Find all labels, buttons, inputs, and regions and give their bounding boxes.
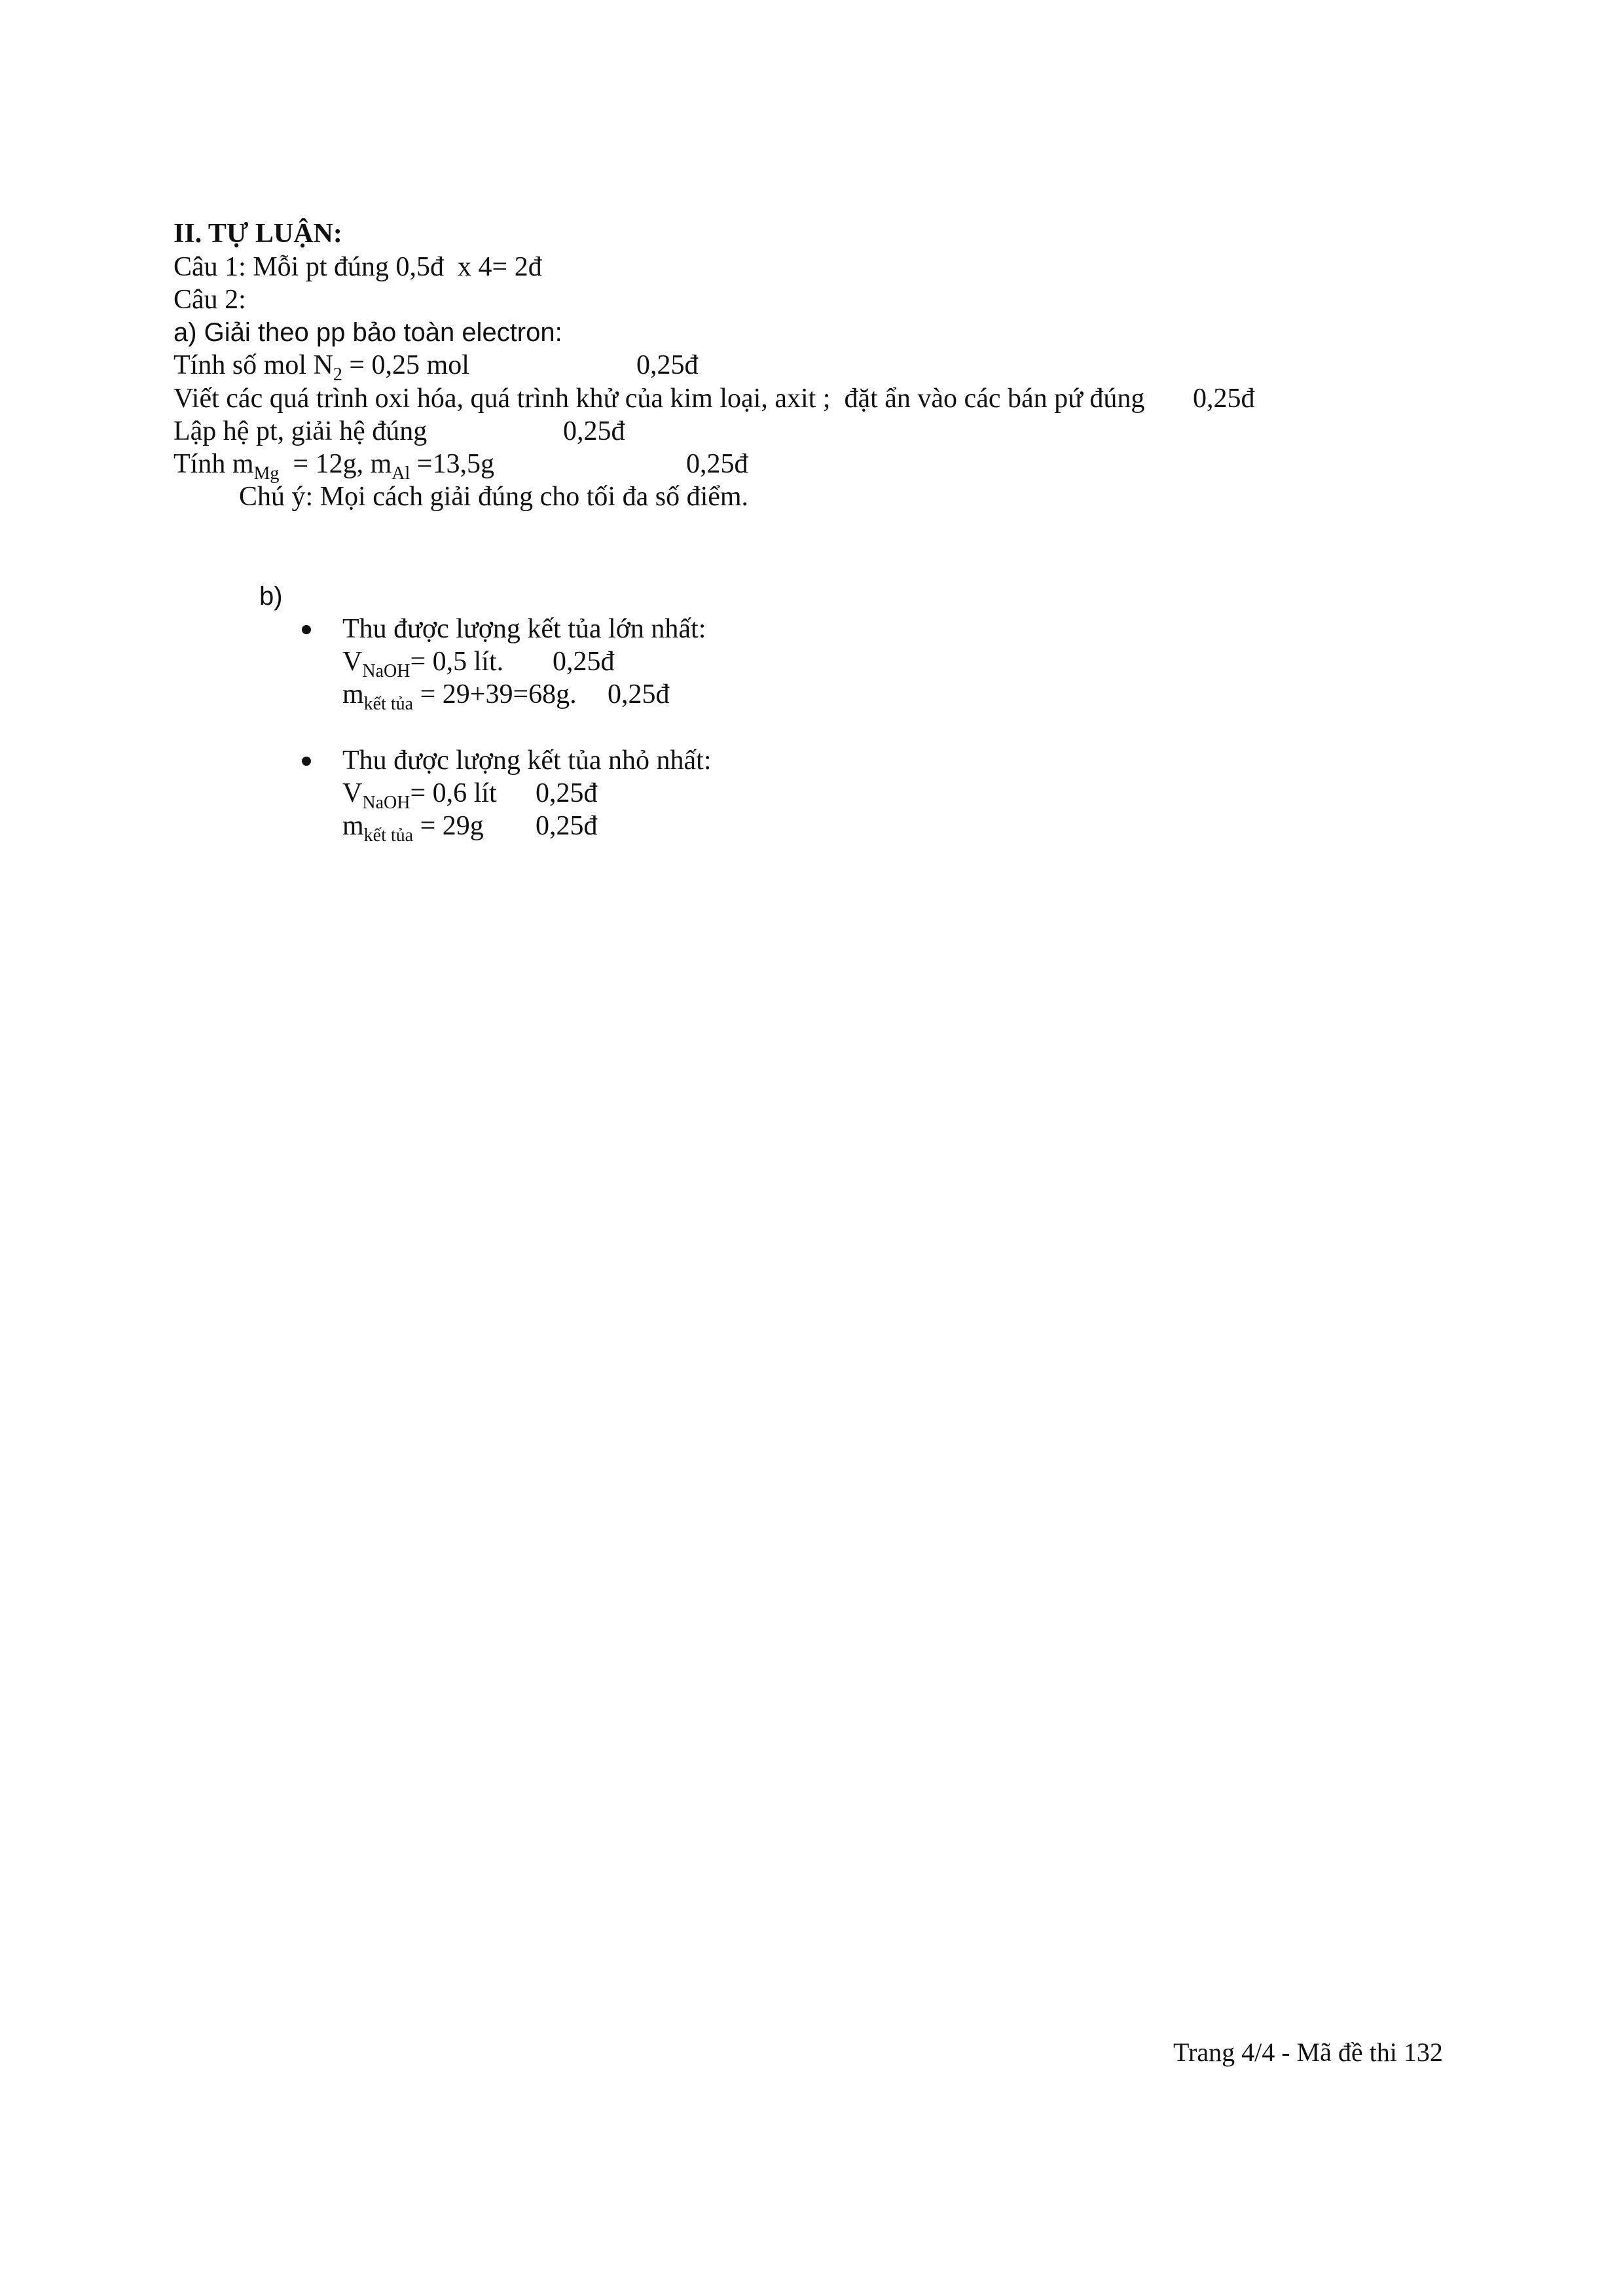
max-title: Thu được lượng kết tủa lớn nhất: xyxy=(342,614,706,644)
cau2-label: Câu 2: xyxy=(173,285,246,315)
min-v-score: 0,25đ xyxy=(536,778,598,808)
max-m-line xyxy=(342,678,577,714)
max-m-prefix: m xyxy=(342,679,364,709)
min-v-line xyxy=(342,777,497,813)
mass-line xyxy=(173,448,494,484)
mass-sub-mg: Mg xyxy=(253,463,280,484)
part-a-intro: a) Giải theo pp bảo toàn electron: xyxy=(173,318,562,347)
min-v-value: = 0,6 lít xyxy=(410,778,497,808)
max-v-value: = 0,5 lít. xyxy=(410,647,504,677)
max-m-score: 0,25đ xyxy=(608,679,670,709)
mass-sub-al: Al xyxy=(392,463,410,484)
cau1-text: Câu 1: Mỗi pt đúng 0,5đ x 4= 2đ xyxy=(173,252,542,282)
mass-suffix: =13,5g xyxy=(410,449,494,479)
max-v-line xyxy=(342,645,503,681)
max-v-sub: NaOH xyxy=(362,661,410,681)
mol-prefix: Tính số mol N xyxy=(173,350,333,380)
process-text: Viết các quá trình oxi hóa, quá trình khử của kim loại, axit ; đặt ẩn vào các bán pứ đúng xyxy=(173,384,1145,414)
min-v-prefix: V xyxy=(342,778,363,808)
mass-mid: = 12g, m xyxy=(279,449,392,479)
min-v-sub: NaOH xyxy=(362,793,410,813)
system-text: Lập hệ pt, giải hệ đúng xyxy=(173,416,428,446)
part-b-label: b) xyxy=(259,582,283,611)
max-m-sub: kết tủa xyxy=(363,694,414,714)
min-m-sub: kết tủa xyxy=(363,825,414,846)
mass-score: 0,25đ xyxy=(686,449,748,479)
note-text: Chú ý: Mọi cách giải đúng cho tối đa số điểm. xyxy=(239,482,749,512)
section-heading: II. TỰ LUẬN: xyxy=(173,219,342,249)
mol-suffix: = 0,25 mol xyxy=(342,350,469,380)
mol-score: 0,25đ xyxy=(636,350,699,380)
bullet-icon xyxy=(302,757,311,766)
min-m-prefix: m xyxy=(342,811,364,841)
system-score: 0,25đ xyxy=(563,416,625,446)
mass-prefix: Tính m xyxy=(173,449,254,479)
min-m-score: 0,25đ xyxy=(536,811,598,841)
max-v-score: 0,25đ xyxy=(553,647,615,677)
max-v-prefix: V xyxy=(342,647,363,677)
mol-line xyxy=(173,349,469,385)
max-m-value: = 29+39=68g. xyxy=(413,679,577,709)
bullet-icon xyxy=(302,625,311,634)
min-title: Thu được lượng kết tủa nhỏ nhất: xyxy=(342,745,712,776)
process-score: 0,25đ xyxy=(1193,384,1255,414)
min-m-value: = 29g xyxy=(413,811,484,841)
page-footer: Trang 4/4 - Mã đề thi 132 xyxy=(1173,2037,1443,2067)
min-m-line xyxy=(342,810,484,846)
mol-subscript: 2 xyxy=(333,365,342,385)
